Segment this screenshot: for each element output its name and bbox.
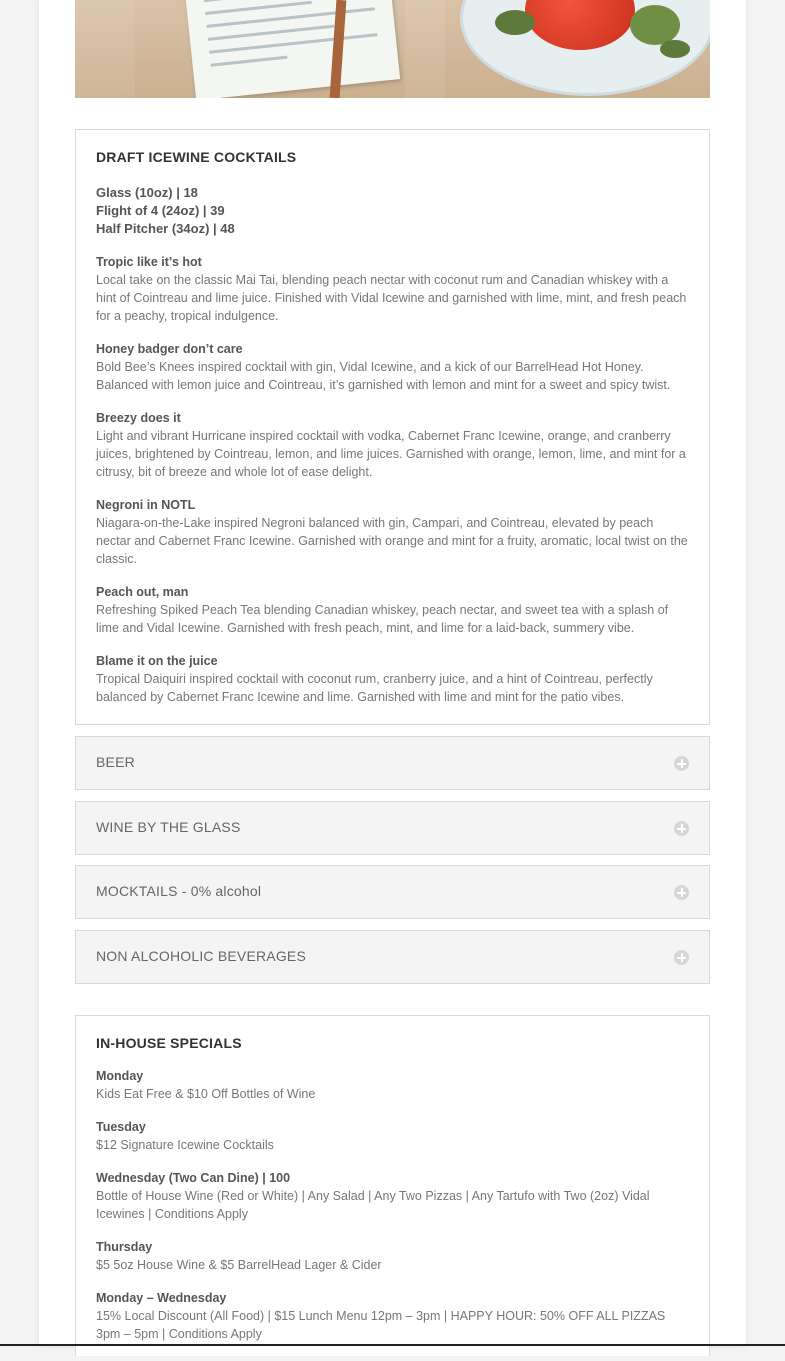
cocktail-desc: Tropical Daiquiri inspired cocktail with coconut rum, cranberry juice, and a hint of Cointreau, perfectly balanced by Cabernet Franc Icewine and lime. Garnished with lime and mint for the patio vibes. (96, 672, 653, 704)
toggle-mocktails[interactable] (75, 865, 710, 919)
special-item (96, 1169, 689, 1223)
cocktail-desc: Local take on the classic Mai Tai, blending peach nectar with coconut rum and Canadian whiskey with a hint of Cointreau and lime juice. Finished with Vidal Icewine and garnished with lime, mint, and fresh peach for a peachy, tropical indulgence. (96, 273, 687, 323)
cocktail-name: Tropic like it’s hot (96, 255, 202, 269)
cocktail-item (96, 583, 689, 637)
toggle-label: WINE BY THE GLASS (96, 819, 241, 835)
special-item (96, 1067, 689, 1103)
cocktail-name: Blame it on the juice (96, 654, 218, 668)
cocktails-panel (75, 129, 710, 725)
special-day: Monday (96, 1069, 144, 1083)
cocktail-item (96, 253, 689, 325)
cocktail-desc: Refreshing Spiked Peach Tea blending Canadian whiskey, peach nectar, and sweet tea with a splash of lime and Vidal Icewine. Garnished with fresh peach, mint, and lime for a laid-back, summery vibe. (96, 603, 669, 635)
specials-title: IN-HOUSE SPECIALS (96, 1035, 242, 1051)
cocktail-desc: Light and vibrant Hurricane inspired cocktail with vodka, Cabernet Franc Icewine, orange, and cranberry juices, brightened by Cointreau, lemon, and lime juices. Garnished with orange, lemon, lime, and mint for a citrusy, bit of breeze and whole lot of ease delight. (96, 429, 686, 479)
menu-card-photo (185, 0, 400, 98)
cocktail-desc: Niagara-on-the-Lake inspired Negroni balanced with gin, Campari, and Cointreau, elevated by peach nectar and Cabernet Franc Icewine. Garnished with orange and mint for a fruity, aromatic, local twist on the classic. (96, 516, 688, 566)
price-glass: Glass (10oz) | 18 (96, 185, 198, 200)
special-desc: 15% Local Discount (All Food) | $15 Lunch Menu 12pm – 3pm | HAPPY HOUR: 50% OFF ALL PIZZAS 3pm – 5pm | Conditions Apply (96, 1309, 666, 1341)
cocktail-item (96, 409, 689, 481)
special-desc: $5 5oz House Wine & $5 BarrelHead Lager & Cider (96, 1258, 382, 1272)
cocktail-item (96, 340, 689, 394)
toggle-label: NON ALCOHOLIC BEVERAGES (96, 948, 306, 964)
special-desc: Bottle of House Wine (Red or White) | Any Salad | Any Two Pizzas | Any Tartufo with Two (2oz) Vidal Icewines | Conditions Apply (96, 1189, 650, 1221)
cocktail-desc: Bold Bee’s Knees inspired cocktail with gin, Vidal Icewine, and a kick of our BarrelHead Hot Honey. Balanced with lemon juice and Cointreau, it’s garnished with lemon and mint for a sweet and spicy twist. (96, 360, 671, 392)
special-item (96, 1289, 689, 1343)
plus-circle-icon[interactable] (674, 950, 689, 965)
toggle-label: BEER (96, 754, 135, 770)
plus-circle-icon[interactable] (674, 885, 689, 900)
price-half-pitcher: Half Pitcher (34oz) | 48 (96, 221, 235, 236)
hero-image (75, 0, 710, 98)
cocktail-name: Peach out, man (96, 585, 189, 599)
toggle-beer[interactable] (75, 736, 710, 790)
cocktail-name: Honey badger don’t care (96, 342, 243, 356)
cocktail-item (96, 652, 689, 706)
plus-circle-icon[interactable] (674, 821, 689, 836)
special-desc: $12 Signature Icewine Cocktails (96, 1138, 274, 1152)
special-day: Monday – Wednesday (96, 1291, 227, 1305)
toggle-label: MOCKTAILS - 0% alcohol (96, 883, 262, 899)
cocktail-name: Breezy does it (96, 411, 181, 425)
special-day: Thursday (96, 1240, 153, 1254)
plus-circle-icon[interactable] (674, 756, 689, 771)
price-flight: Flight of 4 (24oz) | 39 (96, 203, 225, 218)
special-item (96, 1238, 689, 1274)
specials-panel (75, 1015, 710, 1356)
special-day: Wednesday (Two Can Dine) | 100 (96, 1171, 291, 1185)
toggle-non-alcoholic[interactable] (75, 930, 710, 984)
special-desc: Kids Eat Free & $10 Off Bottles of Wine (96, 1087, 316, 1101)
cocktail-item (96, 496, 689, 568)
price-list (96, 184, 689, 238)
cocktail-name: Negroni in NOTL (96, 498, 196, 512)
special-day: Tuesday (96, 1120, 146, 1134)
special-item (96, 1118, 689, 1154)
cocktails-title: DRAFT ICEWINE COCKTAILS (96, 149, 297, 165)
toggle-wine-by-the-glass[interactable] (75, 801, 710, 855)
